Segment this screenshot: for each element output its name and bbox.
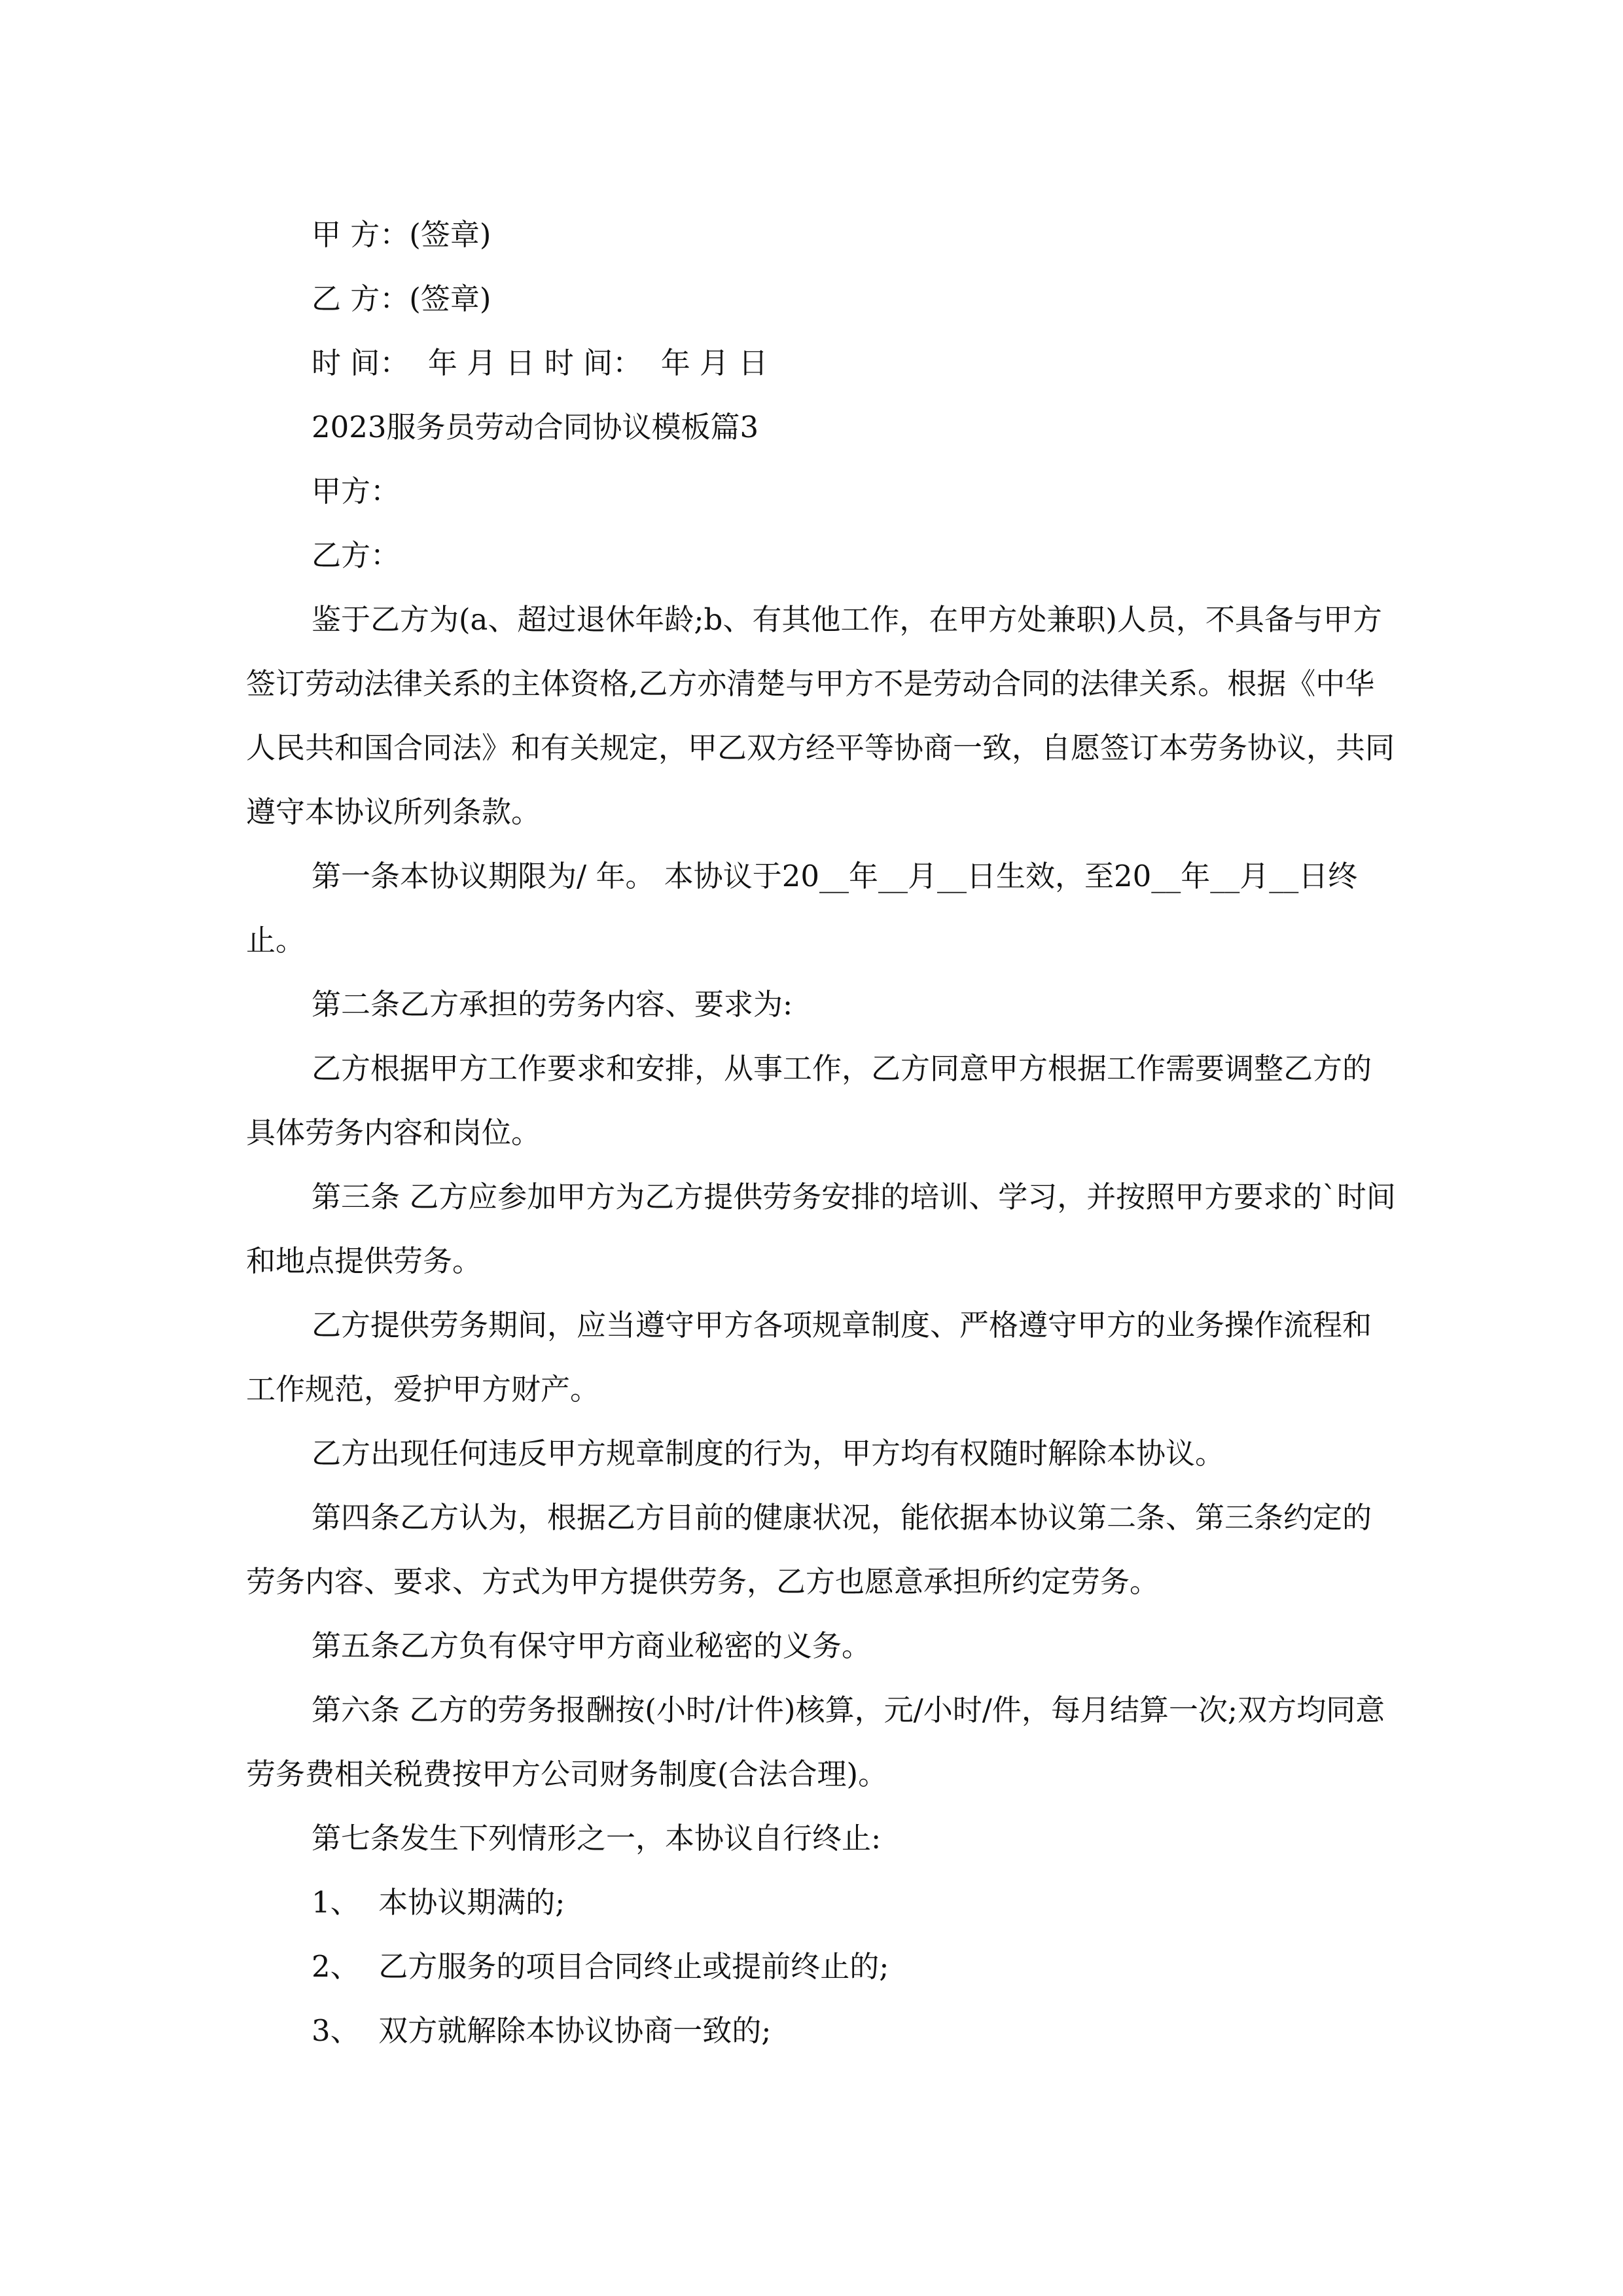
article-2-heading: 第二条乙方承担的劳务内容、要求为: [312,987,793,1022]
list-item-1: 1、 本协议期满的; [312,1885,565,1920]
list-item-3: 3、 双方就解除本协议协商一致的; [312,2013,772,2048]
signing-date-line: 时 间： 年 月 日 时 间： 年 月 日 [312,346,768,380]
preamble-paragraph: 鉴于乙方为(a、超过退休年龄;b、有其他工作，在甲方处兼职)人员，不具备与甲方签订劳动法律关系的主体资格,乙方亦清楚与甲方不是劳动合同的法律关系。根据《中华人民共和国合同法》和有关规定，甲乙双方经平等协商一致，自愿签订本劳务协议，共同遵守本协议所列条款。 [246,602,1395,829]
party-a-signature: 甲 方：(签章) [312,217,491,252]
party-a-label: 甲方： [312,474,401,509]
article-4: 第四条乙方认为，根据乙方目前的健康状况，能依据本协议第二条、第三条约定的劳务内容、要求、方式为甲方提供劳务，乙方也愿意承担所约定劳务。 [246,1500,1372,1599]
article-3: 第三条 乙方应参加甲方为乙方提供劳务安排的培训、学习，并按照甲方要求的`时间和地点提供劳务。 [246,1179,1396,1278]
article-3-termination: 乙方出现任何违反甲方规章制度的行为，甲方均有权随时解除本协议。 [312,1436,1225,1471]
party-b-label: 乙方： [312,538,401,573]
article-2-body: 乙方根据甲方工作要求和安排，从事工作，乙方同意甲方根据工作需要调整乙方的具体劳务内容和岗位。 [246,1051,1372,1150]
party-b-signature: 乙 方：(签章) [312,281,491,316]
article-3-rules: 乙方提供劳务期间，应当遵守甲方各项规章制度、严格遵守甲方的业务操作流程和工作规范，爱护甲方财产。 [246,1308,1372,1407]
article-1: 第一条本协议期限为/ 年。 本协议于20__年__月__日生效，至20__年__月__日终止。 [246,859,1358,958]
article-7-heading: 第七条发生下列情形之一，本协议自行终止: [312,1821,882,1856]
article-5: 第五条乙方负有保守甲方商业秘密的义务。 [312,1628,872,1663]
article-6: 第六条 乙方的劳务报酬按(小时/计件)核算，元/小时/件，每月结算一次;双方均同意劳务费相关税费按甲方公司财务制度(合法合理)。 [246,1693,1385,1791]
section-title: 2023服务员劳动合同协议模板篇3 [312,410,759,444]
list-item-2: 2、 乙方服务的项目合同终止或提前终止的; [312,1949,889,1984]
document-body [246,203,1398,2063]
